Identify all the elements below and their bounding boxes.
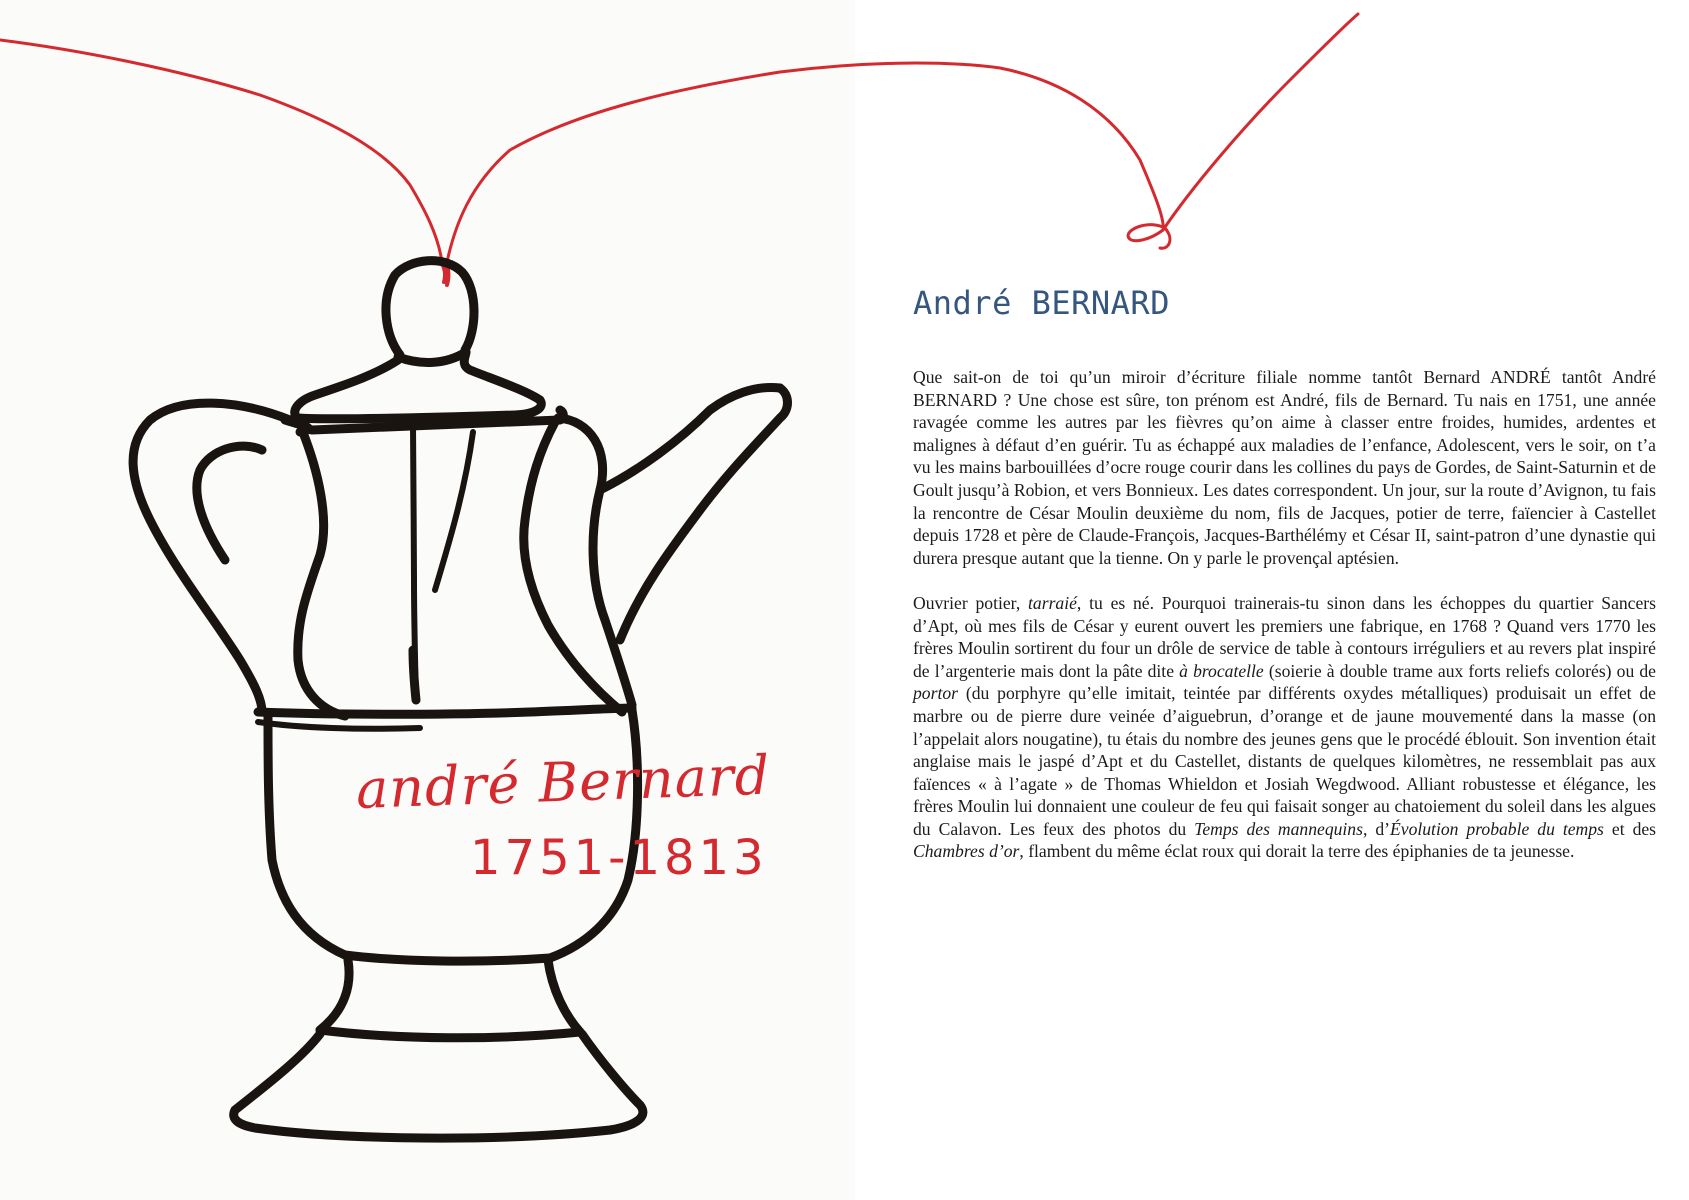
text-run: Ouvrier potier, (913, 592, 1029, 613)
handwritten-dates: 1751-1813 (470, 830, 768, 886)
text-run: Que sait-on de toi qu’un miroir d’écriture filiale nomme tantôt Bernard ANDRÉ tantôt André BERNARD ? Une chose est sûre, ton prénom est André, fils de Bernard. Tu nais en 1751, une année ravagée comme les autres par les fièvres qu’on aime à classer entre froides, humides, ardentes et malignes à défaut d’en guérir. Tu as échappé aux maladies de l’enfance, Adolescent, vers le soir, on t’a vu les mains barbouillées d’ocre rouge courir dans les collines du pays de Gordes, de Saint-Saturnin et de Goult jusqu’à Robion, et vers Bonnieux. Les dates correspondent. Un jour, sur la route d’Avignon, tu fais la rencontre de César Moulin deuxième du nom, fils de Jacques, potier de terre, faïencier à Castellet depuis 1728 et père de Claude-François, Jacques-Barthélémy et César II, saint-patron d’une dynastie qui durera presque autant que la tienne. On y parle le provençal aptésien. (913, 367, 1656, 568)
page-title: André BERNARD (913, 284, 1170, 322)
paragraph (913, 366, 1656, 569)
text-run: (du porphyre qu’elle imitait, teintée par différents oxydes métalliques) produisait un effet de marbre ou de pierre dure veinée d’aiguebrun, d’orange et de jaune mouvementé dans la masse (on l’appelait alors nougatine), tu étais du nombre des jeunes gens que le procédé éblouit. Son invention était anglaise mais le jaspé d’Apt et du Castellet, distants de quelques kilomètres, ne ressemblait pas aux faïences « à l’agate » de Thomas Whieldon et Josiah Wegdwood. Alliant robustesse et élégance, les frères Moulin lui donnaient une couleur de feu qui faisait songer au chatoiement du soleil dans les algues du Calavon. Les feux des photos du (913, 683, 1656, 839)
italic-run: portor (913, 683, 958, 704)
handwritten-name: andré Bernard (355, 743, 772, 821)
teapot-outline (133, 261, 787, 1138)
red-thread (0, 14, 1358, 285)
italic-run: tarraié (1028, 592, 1077, 613)
italic-run: Temps des mannequins (1194, 818, 1363, 839)
text-run: (soierie à double trame aux forts reliefs colorés) ou de (1263, 660, 1656, 681)
text-run: , flambent du même éclat roux qui dorait la terre des épiphanies de ta jeunesse. (1019, 841, 1575, 862)
italic-run: Évolution probable du temps (1390, 818, 1604, 839)
text-run: , tu es né. Pourquoi trainerais-tu sinon dans les échoppes du quartier Sancers d’Apt, où mes fils de César y eurent ouvert les premiers une fabrique, en 1768 ? Quand vers 1770 les frères Moulin sortirent du four un drôle de service de table à contours irréguliers et au revers plat inspiré de l’argenterie mais dont la pâte dite (913, 592, 1656, 681)
paragraph (913, 592, 1656, 863)
text-run: , d’ (1362, 818, 1391, 839)
italic-run: Chambres d’or (913, 841, 1020, 862)
text-run: et des (1603, 818, 1657, 839)
italic-run: à brocatelle (1179, 660, 1264, 681)
body-text (913, 366, 1656, 886)
